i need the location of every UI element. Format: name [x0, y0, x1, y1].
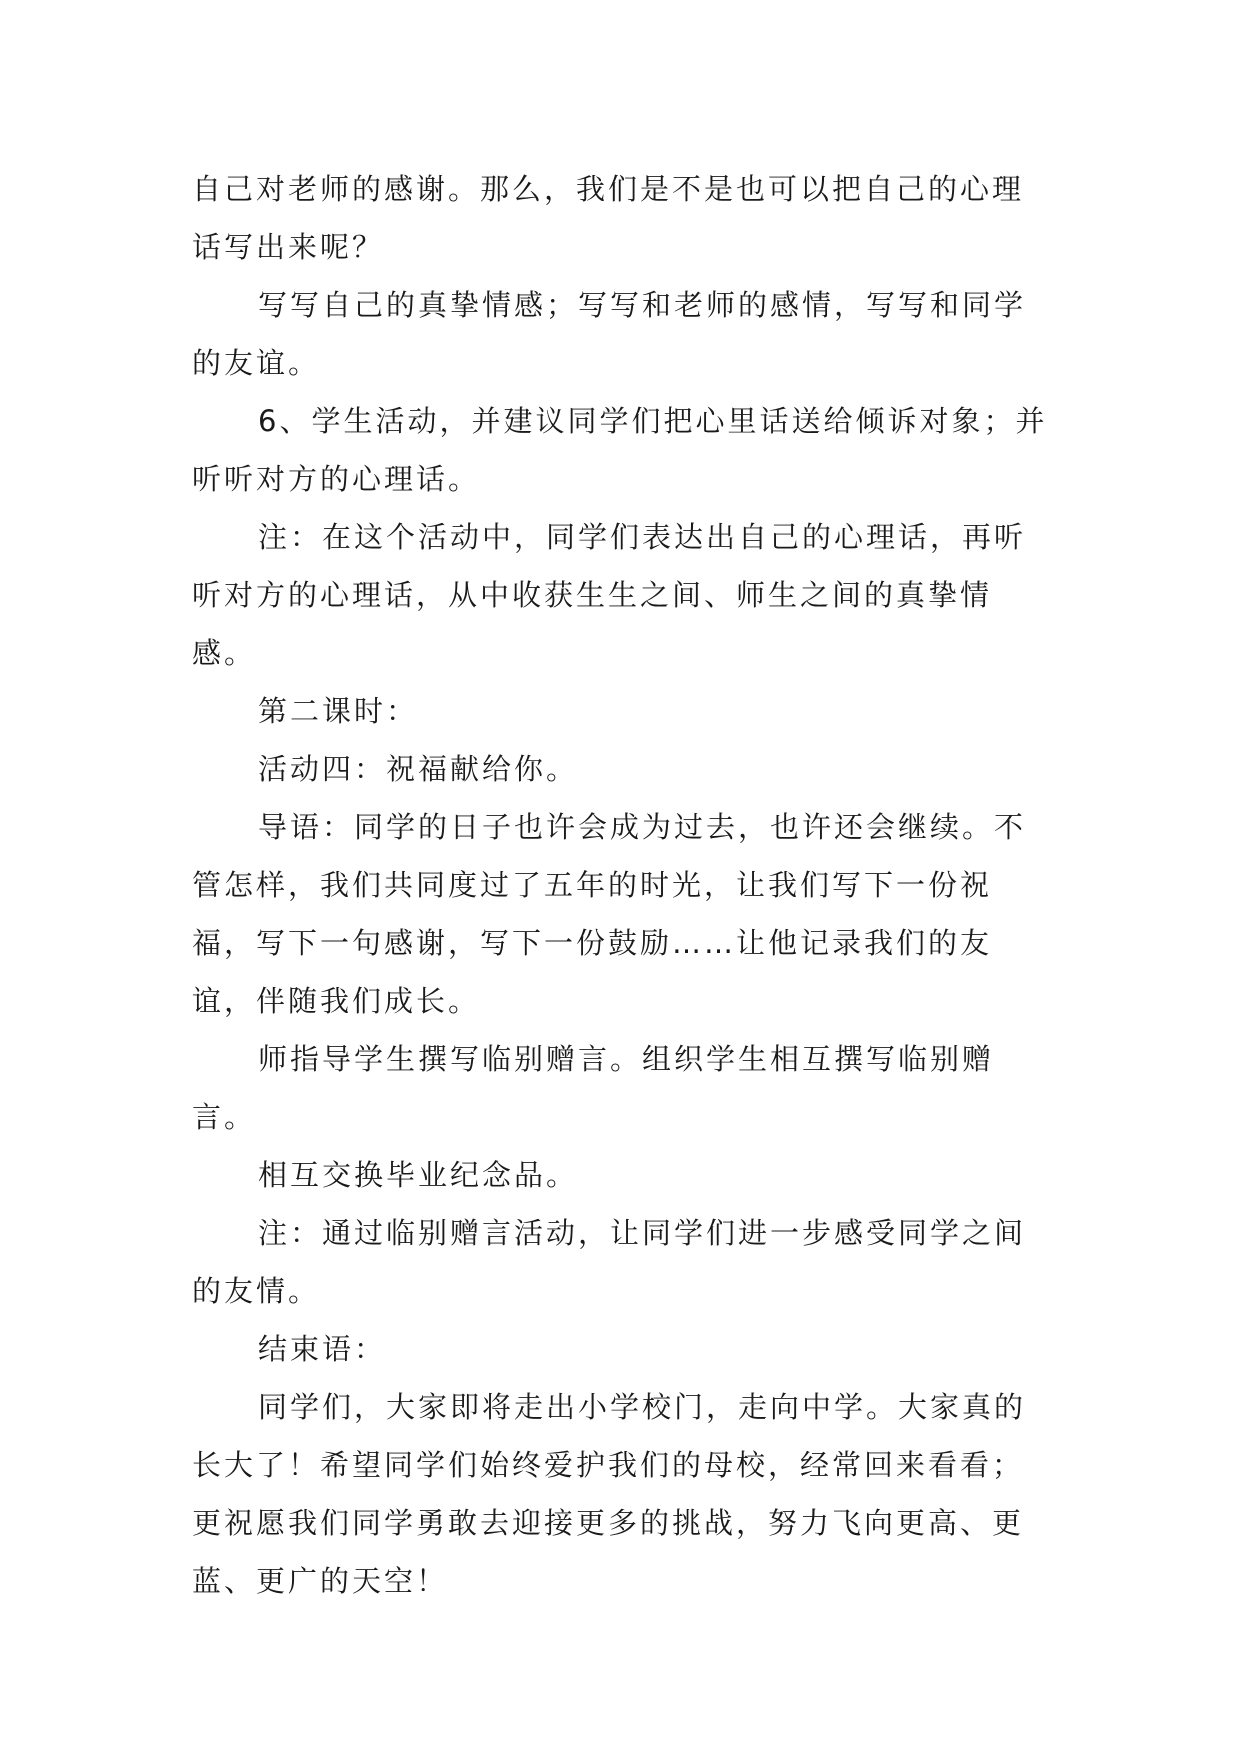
paragraph-closing: 同学们，大家即将走出小学校门，走向中学。大家真的长大了！希望同学们始终爱护我们的母校，经常回来看看；更祝愿我们同学勇敢去迎接更多的挑战，努力飞向更高、更蓝、更广的天空！ [192, 1390, 1027, 1598]
paragraph-3: 6、学生活动，并建议同学们把心里话送给倾诉对象；并听听对方的心理话。 [192, 404, 1048, 496]
paragraph-note: 注：通过临别赠言活动，让同学们进一步感受同学之间的友情。 [192, 1216, 1027, 1308]
paragraph-4: 注：在这个活动中，同学们表达出自己的心理话，再听听对方的心理话，从中收获生生之间、师生之间的真挚情感。 [192, 520, 1027, 670]
paragraph-2: 写写自己的真挚情感；写写和老师的感情，写写和同学的友谊。 [192, 288, 1027, 380]
paragraph-exchange: 相互交换毕业纪念品。 [258, 1158, 579, 1192]
paragraph-teacher-guidance: 师指导学生撰写临别赠言。组织学生相互撰写临别赠言。 [192, 1042, 995, 1134]
section-heading-second-lesson: 第二课时： [258, 694, 419, 728]
activity-heading: 活动四：祝福献给你。 [258, 752, 579, 786]
section-heading-closing: 结束语： [258, 1332, 387, 1366]
document-body [192, 160, 1052, 1610]
paragraph-1: 自己对老师的感谢。那么，我们是不是也可以把自己的心理话写出来呢？ [192, 172, 1025, 264]
paragraph-introduction: 导语：同学的日子也许会成为过去，也许还会继续。不管怎样，我们共同度过了五年的时光，让我们写下一份祝福，写下一句感谢，写下一份鼓励……让他记录我们的友谊，伴随我们成长。 [192, 810, 1027, 1018]
